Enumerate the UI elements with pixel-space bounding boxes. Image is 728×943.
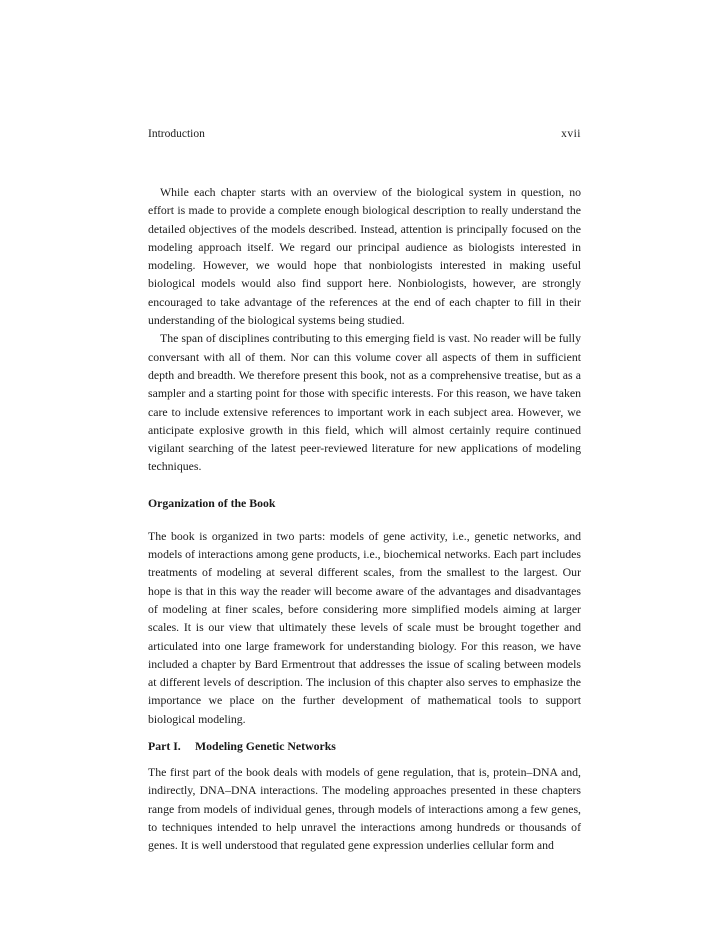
paragraph-chapter-overview: While each chapter starts with an overview of the biological system in question, no effort is made to provide a complete enough biological description to really understand the detailed objectives of the models described. Instead, attention is principally focused on the modeling approach itself. We regard our principal audience as biologists interested in modeling. However, we would hope that nonbiologists interested in making useful biological models would also find support here. Nonbiologists, however, are strongly encouraged to take advantage of the references at the end of each chapter to fill in their understanding of the biological systems being studied.	[148, 185, 581, 328]
part-title: Modeling Genetic Networks	[195, 739, 336, 754]
page-body	[148, 183, 581, 855]
paragraph-organization: The book is organized in two parts: models of gene activity, i.e., genetic networks, and models of interactions among gene products, i.e., biochemical networks. Each part includes treatments of modeling at several different scales, from the smallest to the largest. Our hope is that in this way the reader will become aware of the advantages and disadvantages of modeling at finer scales, before considering more simplified models aiming at larger scales. It is our view that ultimately these levels of scale must be brought together and articulated into one large framework for understanding biology. For this reason, we have included a chapter by Bard Ermentrout that addresses the issue of scaling between models at different levels of description. The inclusion of this chapter also serves to emphasize the importance we place on the further development of mathematical tools to support biological modeling.	[148, 528, 581, 726]
running-head-title: Introduction	[148, 128, 205, 140]
part-heading	[148, 737, 581, 755]
section-heading-organization: Organization of the Book	[148, 495, 276, 510]
part-number: Part I.	[148, 739, 181, 754]
page-number: xvii	[561, 128, 581, 140]
paragraph-disciplines: The span of disciplines contributing to this emerging field is vast. No reader will be fully conversant with all of them. Nor can this volume cover all aspects of them in sufficient depth and breadth. We therefore present this book, not as a comprehensive treatise, but as a sampler and a starting point for those with specific interests. For this reason, we have taken care to include extensive references to important work in each subject area. However, we anticipate explosive growth in this field, which will almost certainly require continued vigilant searching of the latest peer-reviewed literature for new applications of modeling techniques.	[148, 331, 581, 474]
paragraph-genetic-networks: The first part of the book deals with models of gene regulation, that is, protein–DNA and, indirectly, DNA–DNA interactions. The modeling approaches presented in these chapters range from models of individual genes, through models of interactions among a few genes, to techniques intended to help unravel the interactions among hundreds or thousands of genes. It is well understood that regulated gene expression underlies cellular form and	[148, 765, 581, 853]
